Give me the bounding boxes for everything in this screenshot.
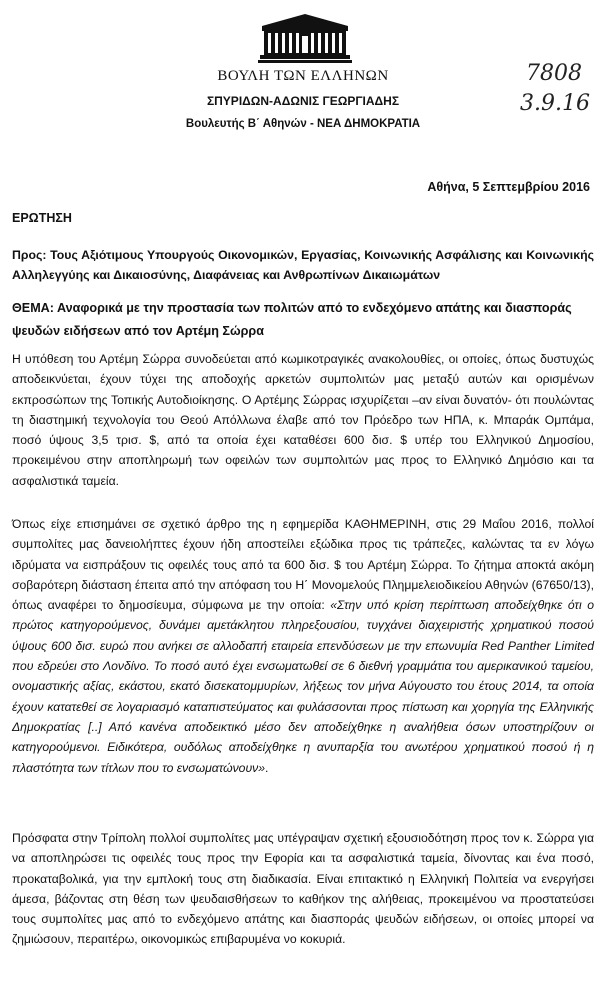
stamp-number: 7808 — [526, 61, 582, 86]
mp-role: Βουλευτής Β΄ Αθηνών - ΝΕΑ ΔΗΜΟΚΡΑΤΙΑ — [185, 118, 421, 130]
court-quote: «Στην υπό κρίση περίπτωση αποδείχθηκε ότι ο πρώτος κατηγορούμενος, δυνάμει αμετάκλητου πληρεξουσίου, τυγχάνει διαχειριστής χρηματικού ποσού ύψους 600 δισ. ευρώ που ανήκει σε αλλοδαπή εταιρεία επενδύσεων με την επωνυμία Red Panther Limited που εδρεύει στο Λονδίνο. Το ποσό αυτό έχει ενσωματωθεί σε 6 διεθνή γραμμάτια του αμερικανικού ταμείου, ονομαστικής αξίας, εκάστου, εκατό δισεκατομμυρίων, λήξεως τον μήνα Αύγουστο του έτους 2014, τα οποία έχουν κατατεθεί σε λογαριασμό καταπιστεύματος και φυλάσσονται προς πίστωση και χορηγία της Ελληνικής Δημοκρατίας [..] Από κανένα αποδεικτικό μέσο δεν αποδείχθηκε η αναλήθεια όσων υποστηρίζουν οι κατηγορούμενοι. Ειδικότερα, ουδόλως αποδείχθηκε η ανυπαρξία του ανωτέρου χρηματικού ποσού ή η πλαστότητα των τίτλων που το ενσωματώνουν» — [12, 598, 594, 775]
recipients-block: Προς: Τους Αξιότιμους Υπουργούς Οικονομικών, Εργασίας, Κοινωνικής Ασφάλισης και Κοινωνικής Αλληλεγγύης και Δικαιοσύνης, Διαφάνειας και Ανθρωπίνων Δικαιωμάτων — [12, 248, 594, 282]
paragraph-2-end: . — [265, 760, 269, 775]
mp-name: ΣΠΥΡΙΔΩΝ-ΑΔΩΝΙΣ ΓΕΩΡΓΙΑΔΗΣ — [206, 94, 400, 108]
document-heading: ΕΡΩΤΗΣΗ — [12, 211, 72, 225]
handwritten-annotation — [520, 58, 600, 118]
paragraph-2-text: Όπως είχε επισημάνει σε σχετικό άρθρο της η εφημερίδα ΚΑΘΗΜΕΡΙΝΗ, στις 29 Μαΐου 2016, πολλοί συμπολίτες μας δανειολήπτες έχουν ήδη αποστείλει εξώδικα προς τις τράπεζες, καλώντας τα εν λόγω ιδρύματα να εισπράξουν τις οφειλές τους από τα 600 δισ. $ του Αρτέμη Σώρρα. Το ζήτημα αποκτά ακόμη σοβαρότερη διάσταση έπειτα από την απόφαση του Η΄ Μονομελούς Πλημμελειοδικείου Αθηνών (67650/13), όπως αναφέρει το δημοσίευμα, σύμφωνα με την οποία: — [12, 517, 594, 613]
parliament-building-icon — [258, 12, 352, 66]
paragraph-2 — [12, 514, 594, 778]
parliament-name: ΒΟΥΛΗ ΤΩΝ ΕΛΛΗΝΩΝ — [217, 68, 389, 84]
paragraph-3: Πρόσφατα στην Τρίπολη πολλοί συμπολίτες μας υπέγραψαν σχετική εξουσιοδότηση προς τον κ. Σώρρα για να αποπληρώσει τις οφειλές τους προς την Εφορία και τα ασφαλιστικά ταμεία, δίνοντας και ένα ποσό, προκαταβολικά, για την εμπλοκή τους στη διαδικασία. Είναι επιτακτικό η Ελληνική Πολιτεία να ενεργήσει άμεσα, βάζοντας στη θέση των ψευδαισθήσεων το καθήκον της αλήθειας, προκειμένου να προστατεύσει τους συμπολίτες μας από το ενδεχόμενο απάτης και διασποράς ψευδών ειδήσεων, οι οποίες μπορεί να ζημιώσουν, περαιτέρω, οικονομικώς επιβαρυμένα νο κοκυριά. — [12, 831, 594, 947]
document-date: Αθήνα, 5 Σεπτεμβρίου 2016 — [427, 180, 590, 194]
stamp-date: 3.9.16 — [520, 91, 590, 116]
paragraph-1: Η υπόθεση του Αρτέμη Σώρρα συνοδεύεται από κωμικοτραγικές ανακολουθίες, οι οποίες, όπως δυστυχώς αποδεικνύεται, έχουν τύχει της αποδοχής αρκετών συμπολιτών μας μεταξύ αυτών και ορισμένων εκπροσώπων της Τοπικής Αυτοδιοίκησης. Ο Αρτέμης Σώρρας ισχυρίζεται –αν είναι δυνατόν- ότι πουλώντας τη διαστημική τεχνολογία του Θεού Απόλλωνα έλαβε από τον Πρόεδρο των ΗΠΑ, κ. Μπαράκ Ομπάμα, ποσό ύψους 3,5 τρισ. $, από τα οποία έχει καταθέσει 600 δισ. $ υπέρ του Ελληνικού Δημοσίου, προκειμένου στην αποπληρωμή των οφειλών των συμπολιτών μας προς το Ελληνικό Δημόσιο και τα ασφαλιστικά ταμεία. — [12, 352, 594, 488]
subject-block: ΘΕΜΑ: Αναφορικά με την προστασία των πολιτών από το ενδεχόμενο απάτης και διασποράς ψευδών ειδήσεων από τον Αρτέμη Σώρρα — [12, 301, 572, 338]
